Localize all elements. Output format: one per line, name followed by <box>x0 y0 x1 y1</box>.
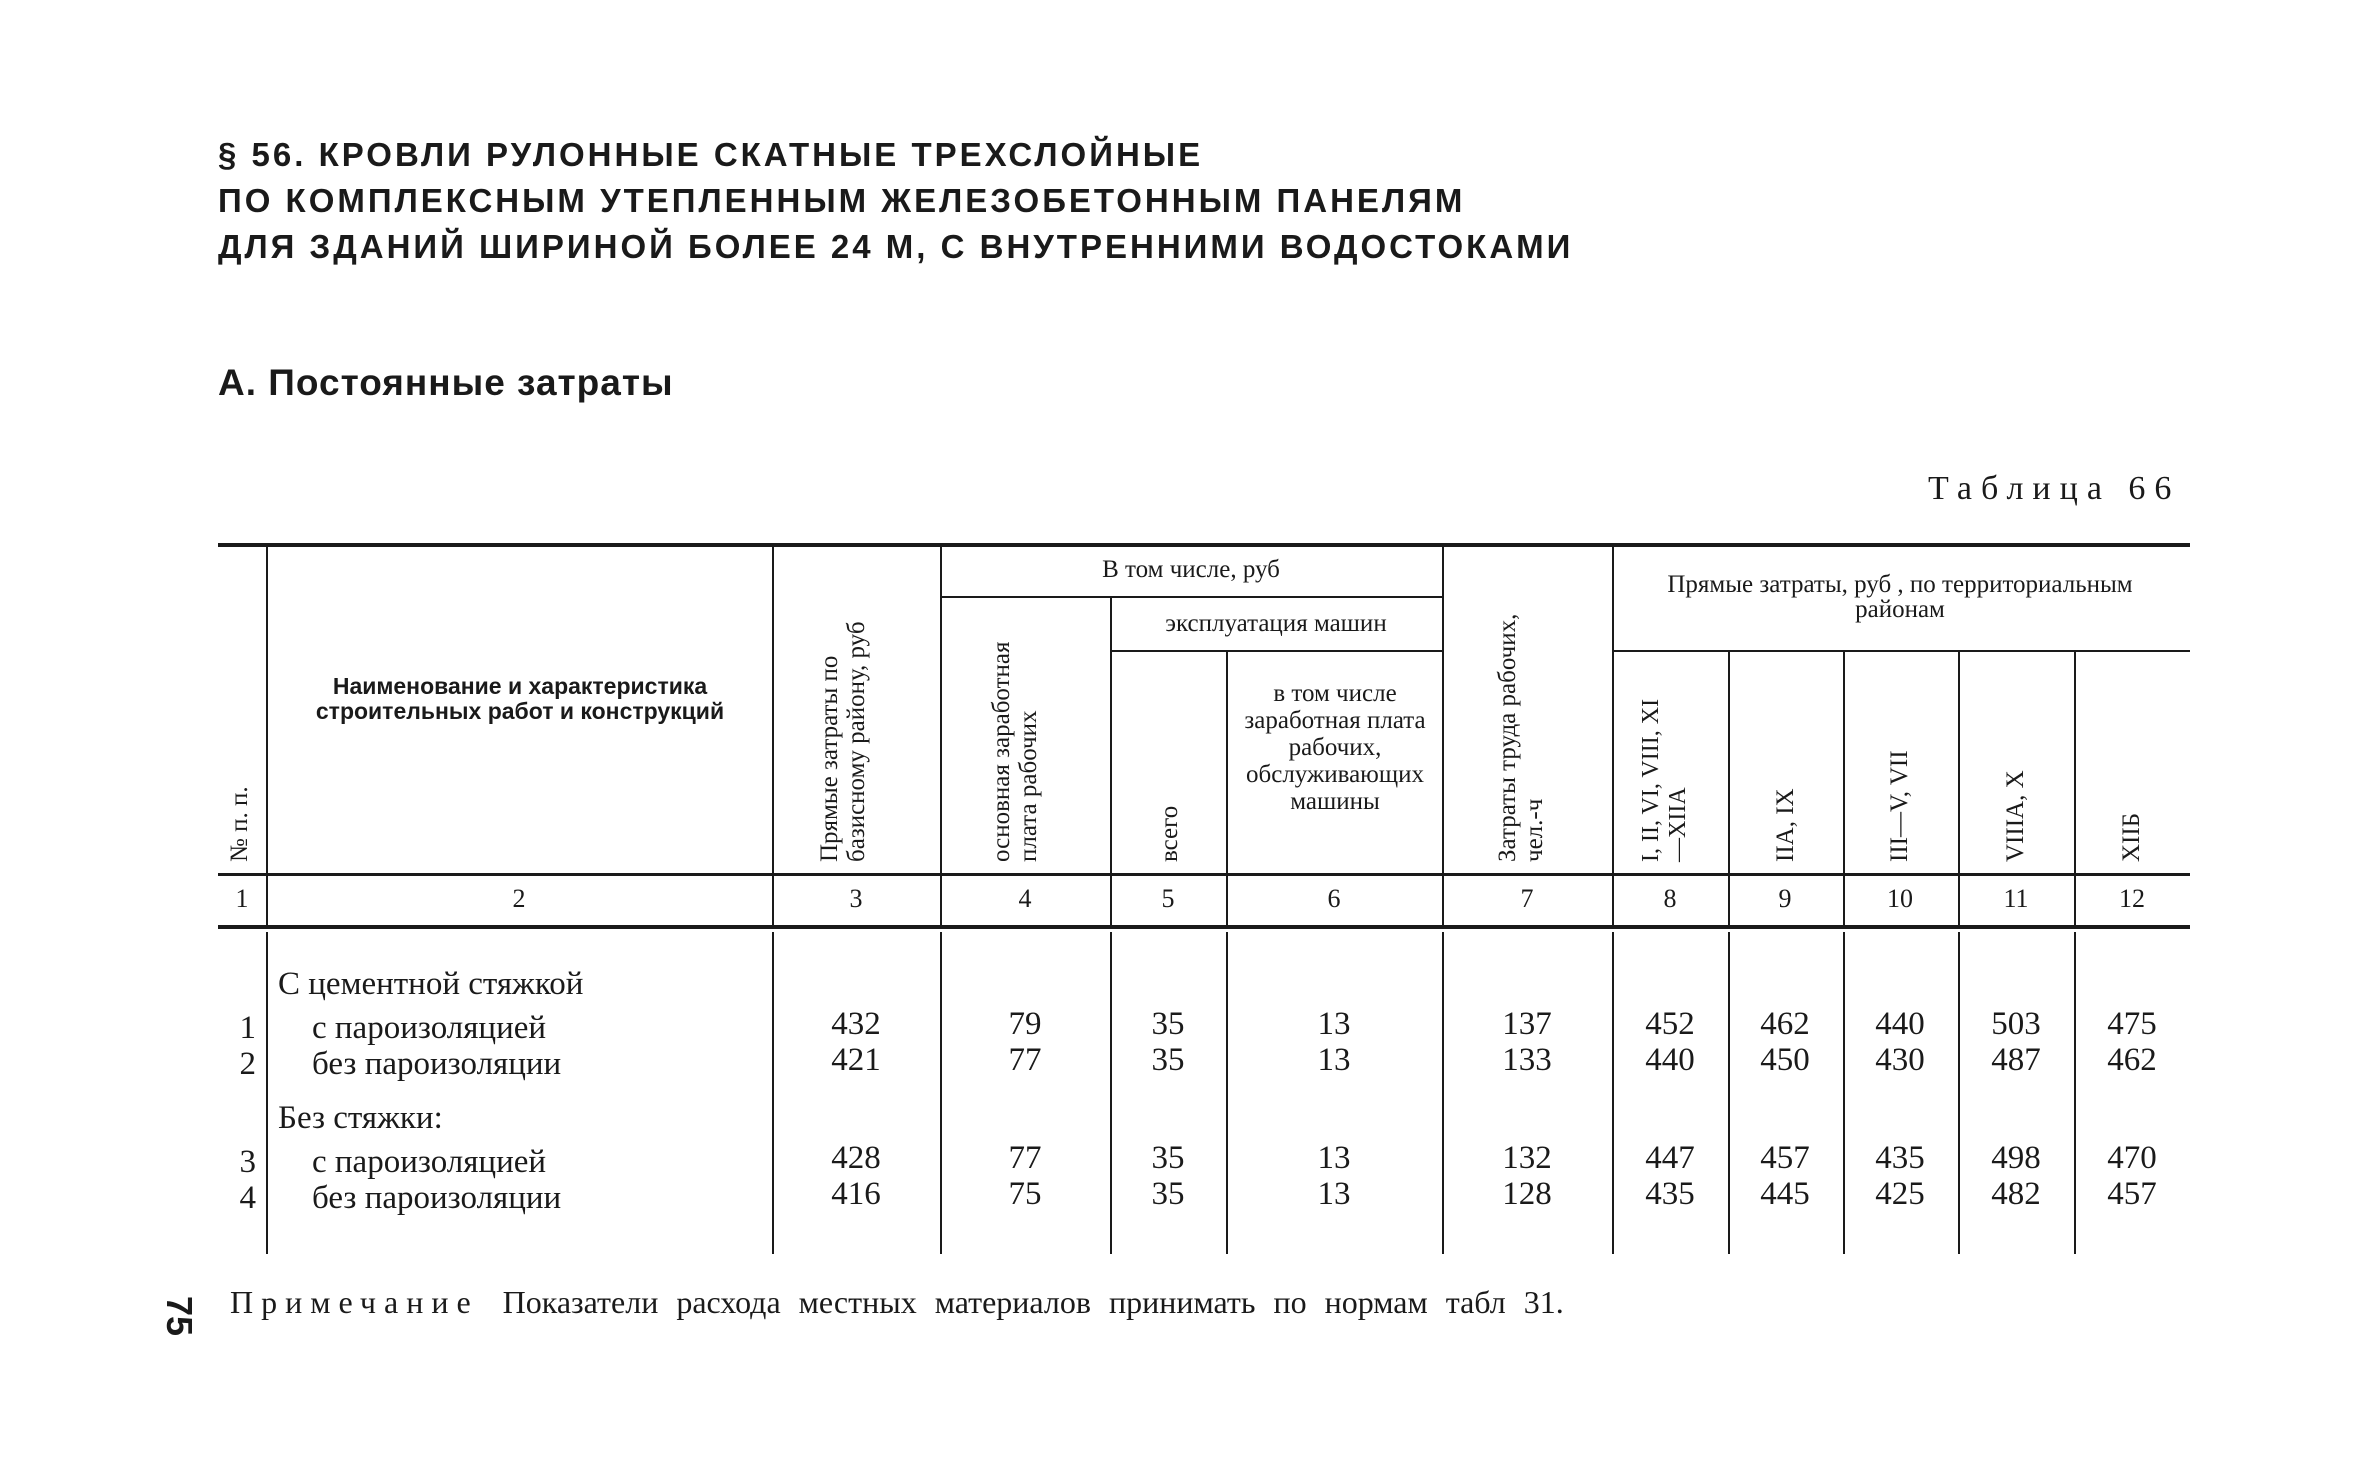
column-number: 2 <box>512 884 526 913</box>
header-divider <box>1226 652 1228 925</box>
header-col-9: IIA, IX <box>1772 788 1799 862</box>
column-number: 4 <box>1018 884 1032 913</box>
table-note <box>230 1284 1564 1321</box>
table-cell: 475 <box>2107 1006 2157 1042</box>
table-cell: 35 <box>1151 1176 1185 1212</box>
row-number: 2 <box>239 1046 256 1082</box>
table-cell: 462 <box>2107 1042 2157 1078</box>
heading-line-2: ПО КОМПЛЕКСНЫМ УТЕПЛЕННЫМ ЖЕЛЕЗОБЕТОННЫМ ПАНЕЛЯМ <box>218 182 1466 219</box>
group-title: С цементной стяжкой <box>278 966 584 1002</box>
table-cell: 35 <box>1151 1042 1185 1078</box>
header-col-11: VIIIA, X <box>2002 770 2029 862</box>
body-divider <box>1110 932 1112 1254</box>
header-group-including: В том числе, руб <box>1102 556 1280 583</box>
header-bottom-rule <box>218 873 2190 876</box>
table-cell: 440 <box>1875 1006 1925 1042</box>
header-divider <box>1442 547 1444 925</box>
column-number: 5 <box>1161 884 1175 913</box>
column-number: 3 <box>849 884 863 913</box>
table-top-rule <box>218 543 2190 547</box>
group-including-rule <box>940 596 1442 598</box>
table-cell: 416 <box>831 1176 881 1212</box>
header-divider <box>1110 598 1112 925</box>
table-cell: 440 <box>1645 1042 1695 1078</box>
table-cell: 452 <box>1645 1006 1695 1042</box>
table-cell: 425 <box>1875 1176 1925 1212</box>
table-cell: 77 <box>1008 1042 1042 1078</box>
table-cell: 450 <box>1760 1042 1810 1078</box>
column-number: 1 <box>235 884 249 913</box>
header-col-7: Затраты труда рабочих, чел.-ч <box>1494 613 1548 862</box>
table-cell: 457 <box>2107 1176 2157 1212</box>
table-cell: 482 <box>1991 1176 2041 1212</box>
column-number: 8 <box>1663 884 1677 913</box>
body-divider <box>2074 932 2076 1254</box>
table-cell: 503 <box>1991 1006 2041 1042</box>
table-cell: 13 <box>1317 1006 1351 1042</box>
table-cell: 432 <box>831 1006 881 1042</box>
table-cell: 77 <box>1008 1140 1042 1176</box>
table-cell: 470 <box>2107 1140 2157 1176</box>
body-divider <box>1226 932 1228 1254</box>
row-number: 1 <box>239 1010 256 1046</box>
header-divider <box>266 547 268 925</box>
row-number: 4 <box>239 1180 256 1216</box>
header-col-12: XIIБ <box>2118 812 2145 862</box>
table-cell: 35 <box>1151 1006 1185 1042</box>
column-number: 11 <box>2003 884 2029 913</box>
table-caption: Таблица 66 <box>1928 470 2181 507</box>
header-col-3: Прямые затраты по базисному району, руб <box>816 621 870 862</box>
header-divider <box>1958 652 1960 925</box>
table-cell: 457 <box>1760 1140 1810 1176</box>
table-cell: 35 <box>1151 1140 1185 1176</box>
header-group-regions: Прямые затраты, руб , по территориальным районам <box>1667 571 2133 623</box>
column-number: 7 <box>1520 884 1534 913</box>
header-col-4: основная заработная плата рабочих <box>988 641 1042 862</box>
body-divider <box>266 932 268 1254</box>
table-cell: 13 <box>1317 1176 1351 1212</box>
body-divider <box>1958 932 1960 1254</box>
group-regions-rule <box>1612 650 2190 652</box>
note-label: Примечание <box>230 1284 479 1320</box>
header-col-1: № п. п. <box>226 786 253 862</box>
body-divider <box>1612 932 1614 1254</box>
table-cell: 128 <box>1502 1176 1552 1212</box>
header-col-8: I, II, VI, VIII, XI—XIIA <box>1638 698 1691 862</box>
table-cell: 435 <box>1875 1140 1925 1176</box>
heading-line-3: ДЛЯ ЗДАНИЙ ШИРИНОЙ БОЛЕЕ 24 М, С ВНУТРЕННИМИ ВОДОСТОКАМИ <box>218 228 1574 265</box>
column-numbers-rule <box>218 925 2190 929</box>
table-cell: 137 <box>1502 1006 1552 1042</box>
column-number: 9 <box>1778 884 1792 913</box>
group-machines-rule <box>1110 650 1442 652</box>
header-col-6: в том числе заработная плата рабочих, обслуживающих машины <box>1244 680 1426 815</box>
table-cell: 445 <box>1760 1176 1810 1212</box>
table-cell: 421 <box>831 1042 881 1078</box>
table-cell: 487 <box>1991 1042 2041 1078</box>
subsection-heading: А. Постоянные затраты <box>218 362 674 403</box>
table-cell: 132 <box>1502 1140 1552 1176</box>
header-divider <box>1728 652 1730 925</box>
column-number: 6 <box>1327 884 1341 913</box>
table-cell: 13 <box>1317 1042 1351 1078</box>
header-col-2: Наименование и характеристика строительных работ и конструкций <box>315 673 725 724</box>
header-divider <box>772 547 774 925</box>
table-cell: 498 <box>1991 1140 2041 1176</box>
column-number: 12 <box>2119 884 2145 913</box>
header-col-5: всего <box>1156 805 1183 862</box>
body-divider <box>772 932 774 1254</box>
row-name: с пароизоляцией <box>312 1144 547 1180</box>
table-cell: 13 <box>1317 1140 1351 1176</box>
row-name: с пароизоляцией <box>312 1010 547 1046</box>
heading-line-1: § 56. КРОВЛИ РУЛОННЫЕ СКАТНЫЕ ТРЕХСЛОЙНЫЕ <box>218 136 1204 173</box>
group-title: Без стяжки: <box>278 1100 443 1136</box>
header-divider <box>2074 652 2076 925</box>
header-col-10: III—V, VII <box>1886 750 1913 862</box>
note-text: Показатели расхода местных материалов принимать по нормам табл 31. <box>502 1284 1564 1320</box>
row-name: без пароизоляции <box>312 1180 562 1216</box>
table-cell: 79 <box>1008 1006 1042 1042</box>
body-divider <box>1442 932 1444 1254</box>
header-group-machines: эксплуатация машин <box>1165 610 1387 637</box>
header-divider <box>1612 547 1614 925</box>
table-cell: 462 <box>1760 1006 1810 1042</box>
table-cell: 430 <box>1875 1042 1925 1078</box>
table-cell: 133 <box>1502 1042 1552 1078</box>
table-cell: 447 <box>1645 1140 1695 1176</box>
column-number: 10 <box>1887 884 1913 913</box>
row-number: 3 <box>239 1144 256 1180</box>
table-cell: 428 <box>831 1140 881 1176</box>
table-cell: 435 <box>1645 1176 1695 1212</box>
table-cell: 75 <box>1008 1176 1042 1212</box>
header-divider <box>940 547 942 925</box>
header-divider <box>1843 652 1845 925</box>
row-name: без пароизоляции <box>312 1046 562 1082</box>
page-number: 75 <box>159 1296 200 1337</box>
body-divider <box>940 932 942 1254</box>
section-heading <box>218 132 1573 270</box>
